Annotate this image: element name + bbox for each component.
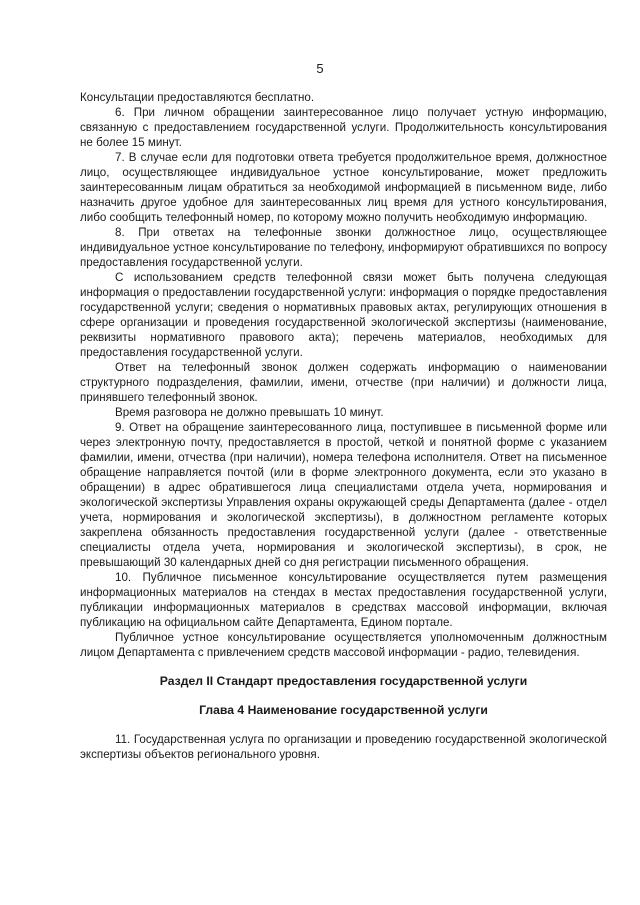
page-number: 5 xyxy=(316,61,324,76)
paragraph-6: 6. При личном обращении заинтересованное лицо получает устную информацию, связанную с предоставлением государственной услуги. Продолжительность консультирования не более 15 минут. xyxy=(80,106,607,149)
spacer xyxy=(80,660,607,674)
paragraph-phone-info: С использованием средств телефонной связи может быть получена следующая информация о предоставлении государственной услуги: информация о порядке предоставления государственной услуги; сведения о нормативных правовых актах, регулирующих отношения в сфере организации и проведения государственной экологической экспертизы (наименование, реквизиты нормативного правового акта); перечень материалов, необходимых для предоставления государственной услуги. xyxy=(80,271,607,359)
paragraph-public-oral: Публичное устное консультирование осуществляется уполномоченным должностным лицом Департамента с привлечением средств массовой информации - радио, телевидения. xyxy=(80,631,607,659)
spacer xyxy=(80,718,607,732)
document-body xyxy=(80,90,607,762)
paragraph-phone-answer: Ответ на телефонный звонок должен содержать информацию о наименовании структурного подразделения, фамилии, имени, отчестве (при наличии) и должности лица, принявшего телефонный звонок. xyxy=(80,361,607,404)
paragraph-consultation-free: Консультации предоставляются бесплатно. xyxy=(80,91,315,104)
paragraph-11: 11. Государственная услуга по организации и проведению государственной экологической экспертизы объектов регионального уровня. xyxy=(80,733,607,761)
paragraph-9: 9. Ответ на обращение заинтересованного лица, поступившее в письменной форме или через электронную почту, предоставляется в простой, четкой и понятной форме с указанием фамилии, имени, отчества (при наличии), номера телефона исполнителя. Ответ на письменное обращение направляется почтой (или в форме электронного документа, если это указано в обращении) в адрес обратившегося лица специалистами отдела учета, нормирования и экологической экспертизы Управления охраны окружающей среды Департамента (далее - отдел учета, нормирования и экологической экспертизы), в должностном регламенте которых закреплена обязанность предоставления государственной услуги (далее - ответственные специалисты отдела учета, нормирования и экологической экспертизы), в срок, не превышающий 30 календарных дней со дня регистрации письменного обращения. xyxy=(80,421,607,569)
paragraph-10: 10. Публичное письменное консультирование осуществляется путем размещения информационных материалов на стендах в местах предоставления государственной услуги, публикации информационных материалов в средствах массовой информации, включая публикацию на официальном сайте Департамента, Едином портале. xyxy=(80,571,607,629)
paragraph-8: 8. При ответах на телефонные звонки должностное лицо, осуществляющее индивидуальное устное консультирование по телефону, информируют обратившихся по вопросу предоставления государственной услуги. xyxy=(80,226,607,269)
paragraph-call-duration: Время разговора не должно превышать 10 минут. xyxy=(115,406,384,419)
spacer xyxy=(80,689,607,703)
chapter-heading: Глава 4 Наименование государственной услуги xyxy=(199,703,488,717)
paragraph-7: 7. В случае если для подготовки ответа требуется продолжительное время, должностное лицо, осуществляющее индивидуальное устное консультирование, может предложить заинтересованным лицам обратиться за необходимой информацией в письменном виде, либо назначить другое удобное для заинтересованных лиц время для устного консультирования, либо сообщить телефонный номер, по которому можно получить необходимую информацию. xyxy=(80,151,607,224)
section-heading: Раздел II Стандарт предоставления государственной услуги xyxy=(159,674,528,688)
